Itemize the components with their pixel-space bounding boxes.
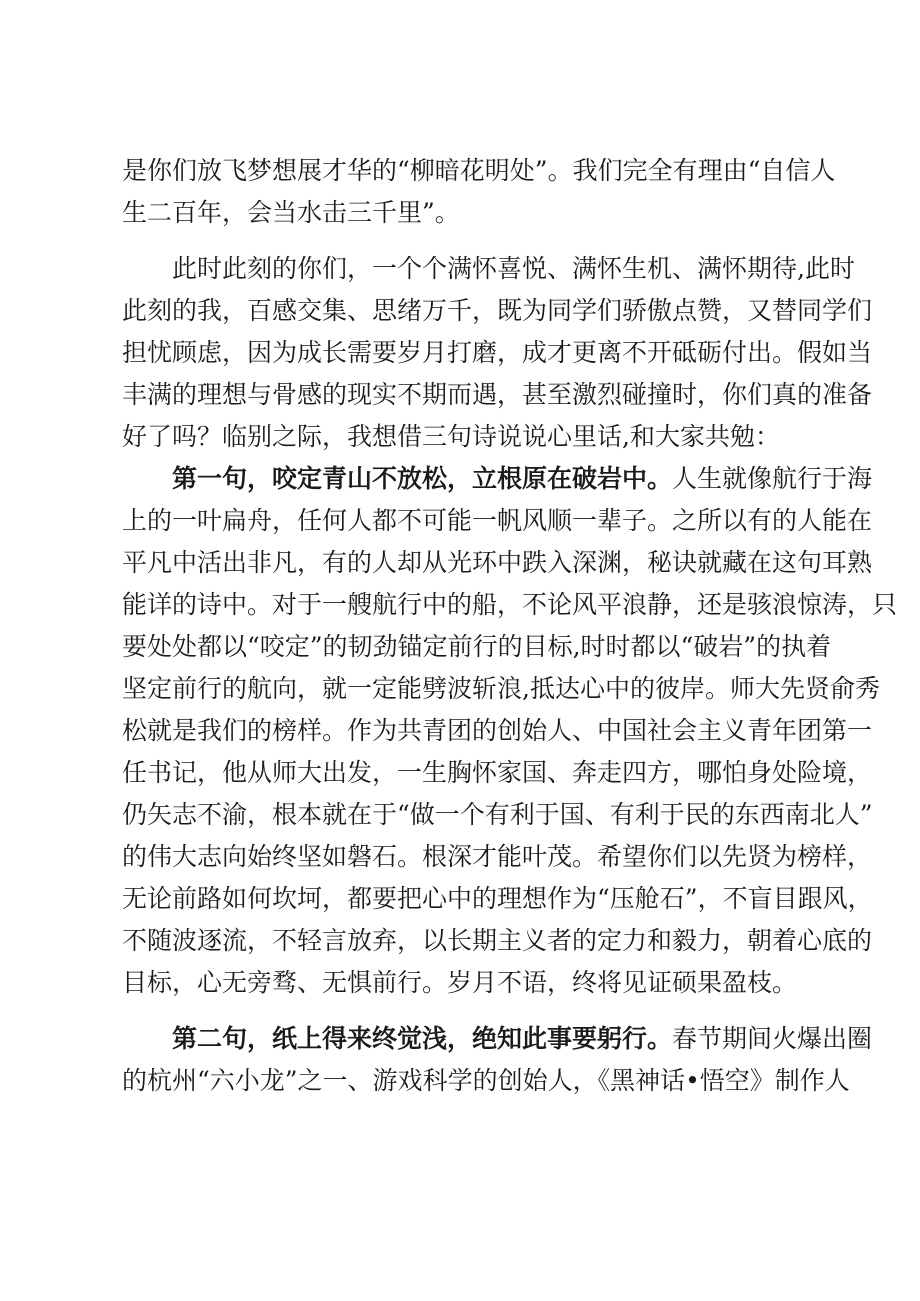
body-line: 上的一叶扁舟，任何人都不可能一帆风顺一辈子。之所以有的人能在 xyxy=(122,506,873,535)
body-line: 此刻的我，百感交集、思绪万千，既为同学们骄傲点赞，又替同学们 xyxy=(122,296,873,325)
paragraph-gap xyxy=(122,1004,822,1018)
body-line xyxy=(122,458,873,500)
body-line: 坚定前行的航向，就一定能劈波斩浪,抵达心中的彼岸。师大先贤俞秀 xyxy=(122,674,880,703)
section-heading: 第一句，咬定青山不放松，立根原在破岩中。 xyxy=(172,464,673,493)
body-line: 此时此刻的你们，一个个满怀喜悦、满怀生机、满怀期待,此时 xyxy=(172,254,855,283)
body-line: 的伟大志向始终坚如磐石。根深才能叶茂。希望你们以先贤为榜样， xyxy=(122,842,873,871)
document-body xyxy=(122,150,898,1102)
body-line: 任书记，他从师大出发，一生胸怀家国、奔走四方，哪怕身处险境， xyxy=(122,758,873,787)
body-line: 能详的诗中。对于一艘航行中的船，不论风平浪静，还是骇浪惊涛，只 xyxy=(122,590,898,619)
body-line: 要处处都以“咬定”的韧劲锚定前行的目标,时时都以“破岩”的执着 xyxy=(122,632,832,661)
body-line: 松就是我们的榜样。作为共青团的创始人、中国社会主义青年团第一 xyxy=(122,716,873,745)
body-line: 是你们放飞梦想展才华的“柳暗花明处”。我们完全有理由“自信人 xyxy=(122,156,836,185)
body-line: 生二百年，会当水击三千里”。 xyxy=(122,198,460,227)
body-line: 无论前路如何坎坷，都要把心中的理想作为“压舱石”，不盲目跟风， xyxy=(122,884,873,913)
body-line: 不随波逐流，不轻言放弃，以长期主义者的定力和毅力，朝着心底的 xyxy=(122,926,873,955)
body-line xyxy=(122,1018,873,1060)
body-line: 的杭州“六小龙”之一、游戏科学的创始人，《黑神话•悟空》制作人 xyxy=(122,1066,850,1095)
body-line: 担忧顾虑，因为成长需要岁月打磨，成才更离不开砥砺付出。假如当 xyxy=(122,338,873,367)
paragraph-gap xyxy=(122,234,822,248)
body-text: 春节期间火爆出圈 xyxy=(672,1024,873,1053)
section-heading: 第二句，纸上得来终觉浅，绝知此事要躬行。 xyxy=(172,1024,673,1053)
body-line: 仍矢志不渝，根本就在于“做一个有利于国、有利于民的东西南北人” xyxy=(122,800,873,829)
body-line: 好了吗？临别之际，我想借三句诗说说心里话,和大家共勉： xyxy=(122,422,780,451)
body-line: 丰满的理想与骨感的现实不期而遇，甚至激烈碰撞时，你们真的准备 xyxy=(122,380,873,409)
body-line: 目标，心无旁骛、无惧前行。岁月不语，终将见证硕果盈枝。 xyxy=(122,968,798,997)
body-text: 人生就像航行于海 xyxy=(672,464,873,493)
body-line: 平凡中活出非凡，有的人却从光环中跌入深渊，秘诀就藏在这句耳熟 xyxy=(122,548,873,577)
